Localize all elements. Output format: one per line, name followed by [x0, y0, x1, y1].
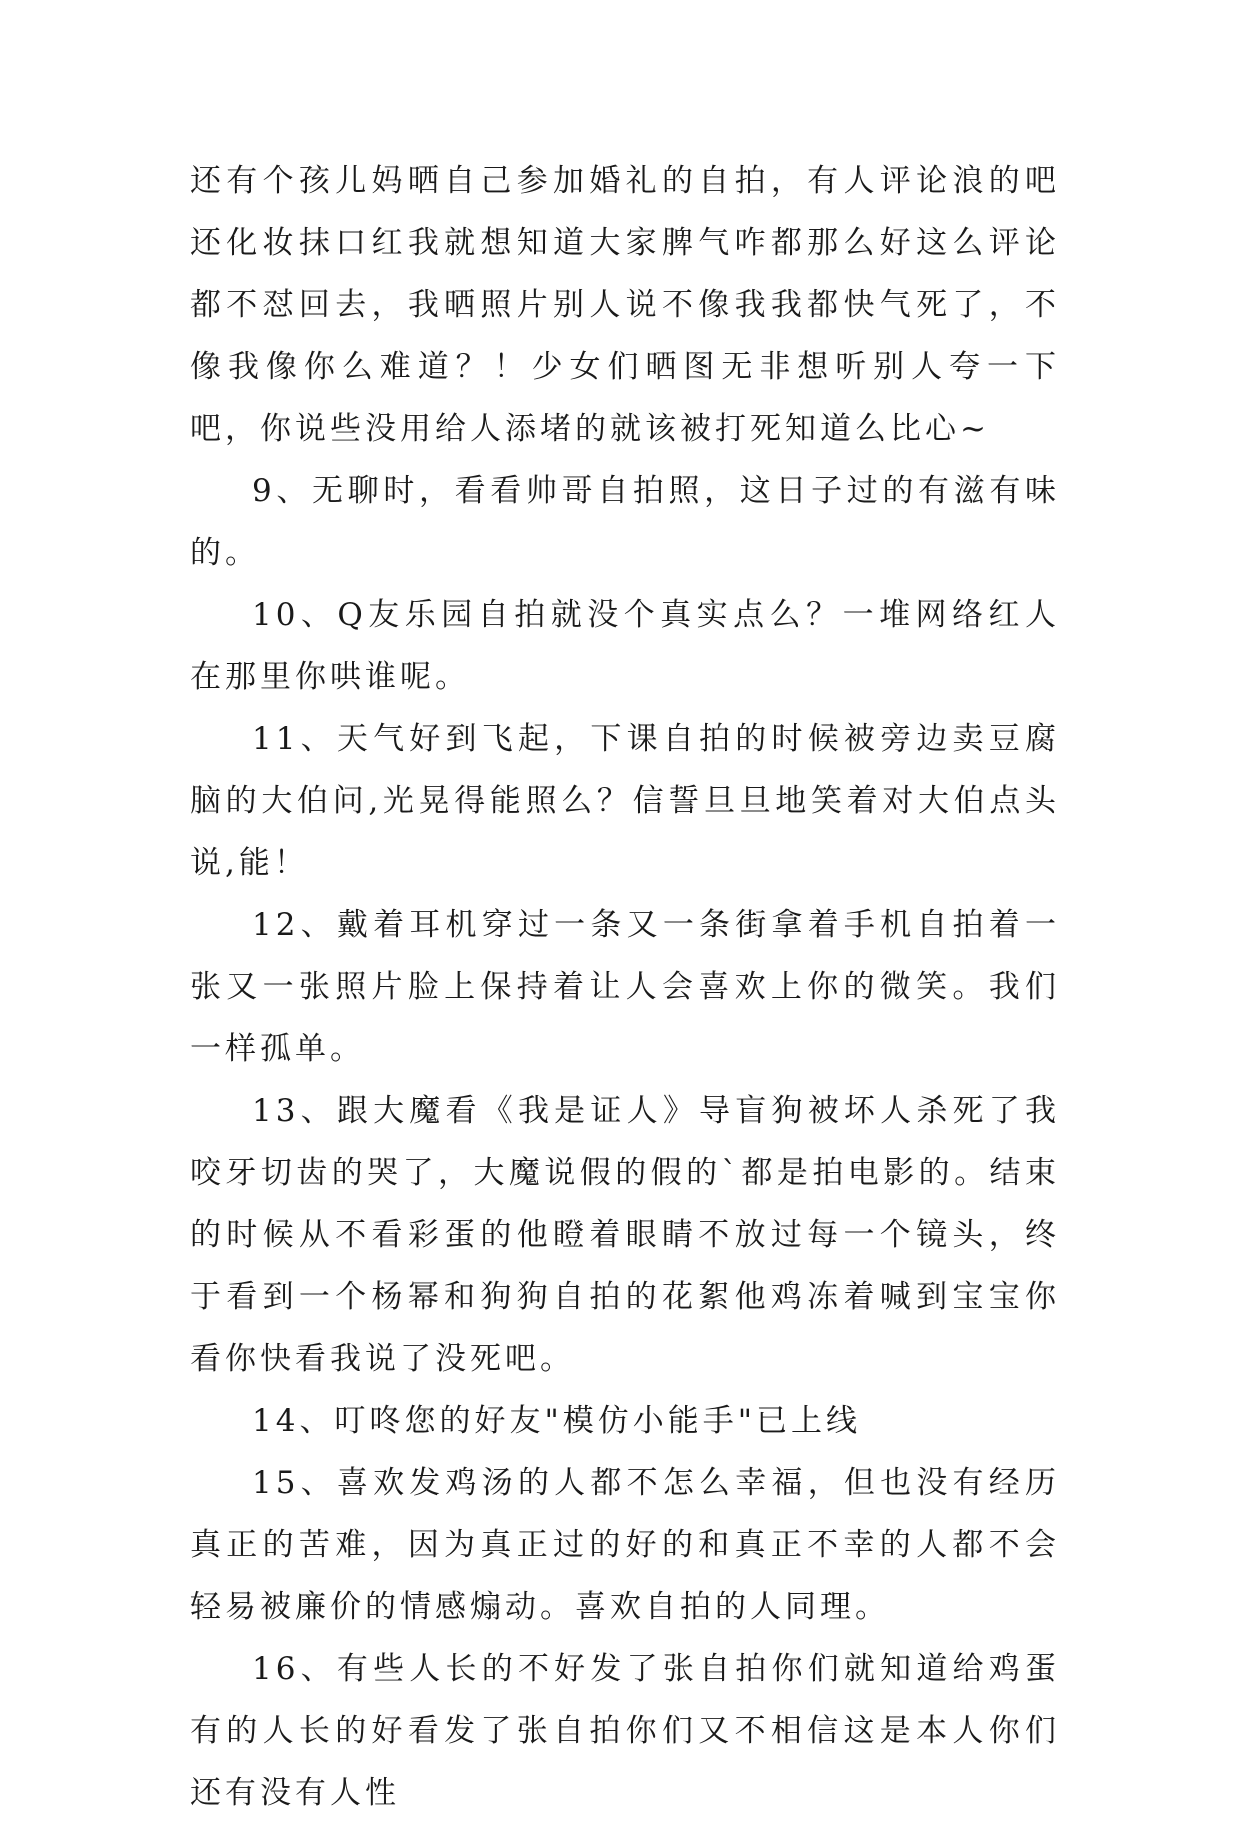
document-body: [190, 150, 1060, 1824]
paragraph-item-10: 10、Q友乐园自拍就没个真实点么？一堆网络红人在那里你哄谁呢。: [190, 597, 1060, 695]
paragraph-item-12: 12、戴着耳机穿过一条又一条街拿着手机自拍着一张又一张照片脸上保持着让人会喜欢上你的微笑。我们一样孤单。: [190, 907, 1060, 1067]
paragraph-item-11: 11、天气好到飞起，下课自拍的时候被旁边卖豆腐脑的大伯问,光晃得能照么？信誓旦旦地笑着对大伯点头说,能！: [190, 721, 1060, 881]
paragraph-item-15: 15、喜欢发鸡汤的人都不怎么幸福，但也没有经历真正的苦难，因为真正过的好的和真正不幸的人都不会轻易被廉价的情感煽动。喜欢自拍的人同理。: [190, 1465, 1060, 1625]
paragraph-item-9: 9、无聊时，看看帅哥自拍照，这日子过的有滋有味的。: [190, 473, 1060, 571]
paragraph-item-16: 16、有些人长的不好发了张自拍你们就知道给鸡蛋有的人长的好看发了张自拍你们又不相信这是本人你们还有没有人性: [190, 1651, 1060, 1811]
paragraph-item-14: 14、叮咚您的好友"模仿小能手"已上线: [252, 1403, 861, 1439]
paragraph-continuation: 还有个孩儿妈晒自己参加婚礼的自拍，有人评论浪的吧还化妆抹口红我就想知道大家脾气咋都那么好这么评论都不怼回去，我晒照片别人说不像我我都快气死了，不像我像你么难道？！少女们晒图无非想听别人夸一下吧，你说些没用给人添堵的就该被打死知道么比心~: [190, 163, 1060, 447]
paragraph-item-13: 13、跟大魔看《我是证人》导盲狗被坏人杀死了我咬牙切齿的哭了，大魔说假的假的`都是拍电影的。结束的时候从不看彩蛋的他瞪着眼睛不放过每一个镜头，终于看到一个杨幂和狗狗自拍的花絮他鸡冻着喊到宝宝你看你快看我说了没死吧。: [190, 1093, 1060, 1377]
